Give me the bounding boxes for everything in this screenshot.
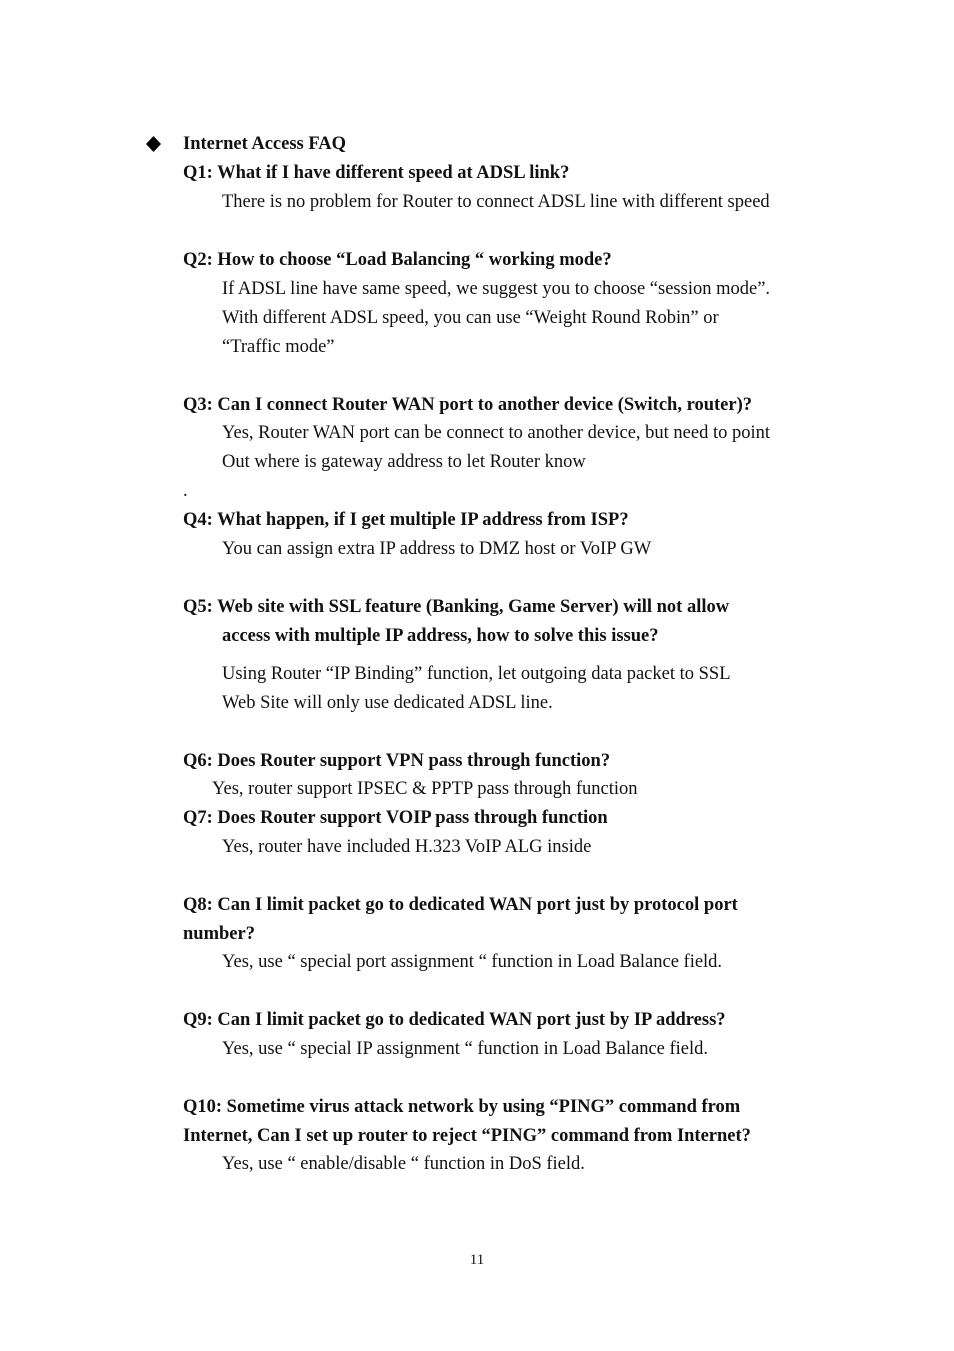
question-2: Q2: How to choose “Load Balancing “ working mode? — [183, 250, 612, 270]
question-4: Q4: What happen, if I get multiple IP address from ISP? — [183, 510, 629, 530]
answer-1: There is no problem for Router to connect ADSL line with different speed — [222, 192, 770, 212]
question-9: Q9: Can I limit packet go to dedicated WAN port just by IP address? — [183, 1010, 726, 1030]
section-title: Internet Access FAQ — [183, 134, 347, 154]
question-8-line-1: Q8: Can I limit packet go to dedicated WAN port just by protocol port — [183, 895, 738, 915]
question-5-line-1: Q5: Web site with SSL feature (Banking, Game Server) will not allow — [183, 597, 730, 617]
diamond-bullet-icon — [145, 134, 162, 154]
answer-10: Yes, use “ enable/disable “ function in DoS field. — [222, 1154, 585, 1174]
answer-9: Yes, use “ special IP assignment “ function in Load Balance field. — [222, 1039, 709, 1059]
question-10-line-2: Internet, Can I set up router to reject “PING” command from Internet? — [183, 1126, 751, 1146]
answer-2-line-1: If ADSL line have same speed, we suggest you to choose “session mode”. — [222, 279, 771, 299]
answer-5-line-1: Using Router “IP Binding” function, let outgoing data packet to SSL — [222, 664, 731, 684]
answer-5-line-2: Web Site will only use dedicated ADSL line. — [222, 693, 553, 713]
answer-2-line-3: “Traffic mode” — [222, 337, 335, 357]
answer-8: Yes, use “ special port assignment “ function in Load Balance field. — [222, 952, 723, 972]
answer-3-line-2: Out where is gateway address to let Router know — [222, 452, 586, 472]
answer-3-line-1: Yes, Router WAN port can be connect to another device, but need to point — [222, 423, 771, 443]
stray-dot: . — [183, 481, 188, 501]
question-10-line-1: Q10: Sometime virus attack network by using “PING” command from — [183, 1097, 741, 1117]
answer-4: You can assign extra IP address to DMZ host or VoIP GW — [222, 539, 652, 559]
question-3: Q3: Can I connect Router WAN port to another device (Switch, router)? — [183, 395, 752, 415]
question-1: Q1: What if I have different speed at ADSL link? — [183, 163, 570, 183]
answer-7: Yes, router have included H.323 VoIP ALG inside — [222, 837, 592, 857]
page-number: 11 — [469, 1252, 485, 1268]
question-7: Q7: Does Router support VOIP pass through function — [183, 808, 608, 828]
answer-6: Yes, router support IPSEC & PPTP pass through function — [212, 779, 638, 799]
question-6: Q6: Does Router support VPN pass through function? — [183, 751, 611, 771]
question-8-line-2: number? — [183, 924, 255, 944]
answer-2-line-2: With different ADSL speed, you can use “Weight Round Robin” or — [222, 308, 719, 328]
question-5-line-2: access with multiple IP address, how to solve this issue? — [222, 626, 659, 646]
